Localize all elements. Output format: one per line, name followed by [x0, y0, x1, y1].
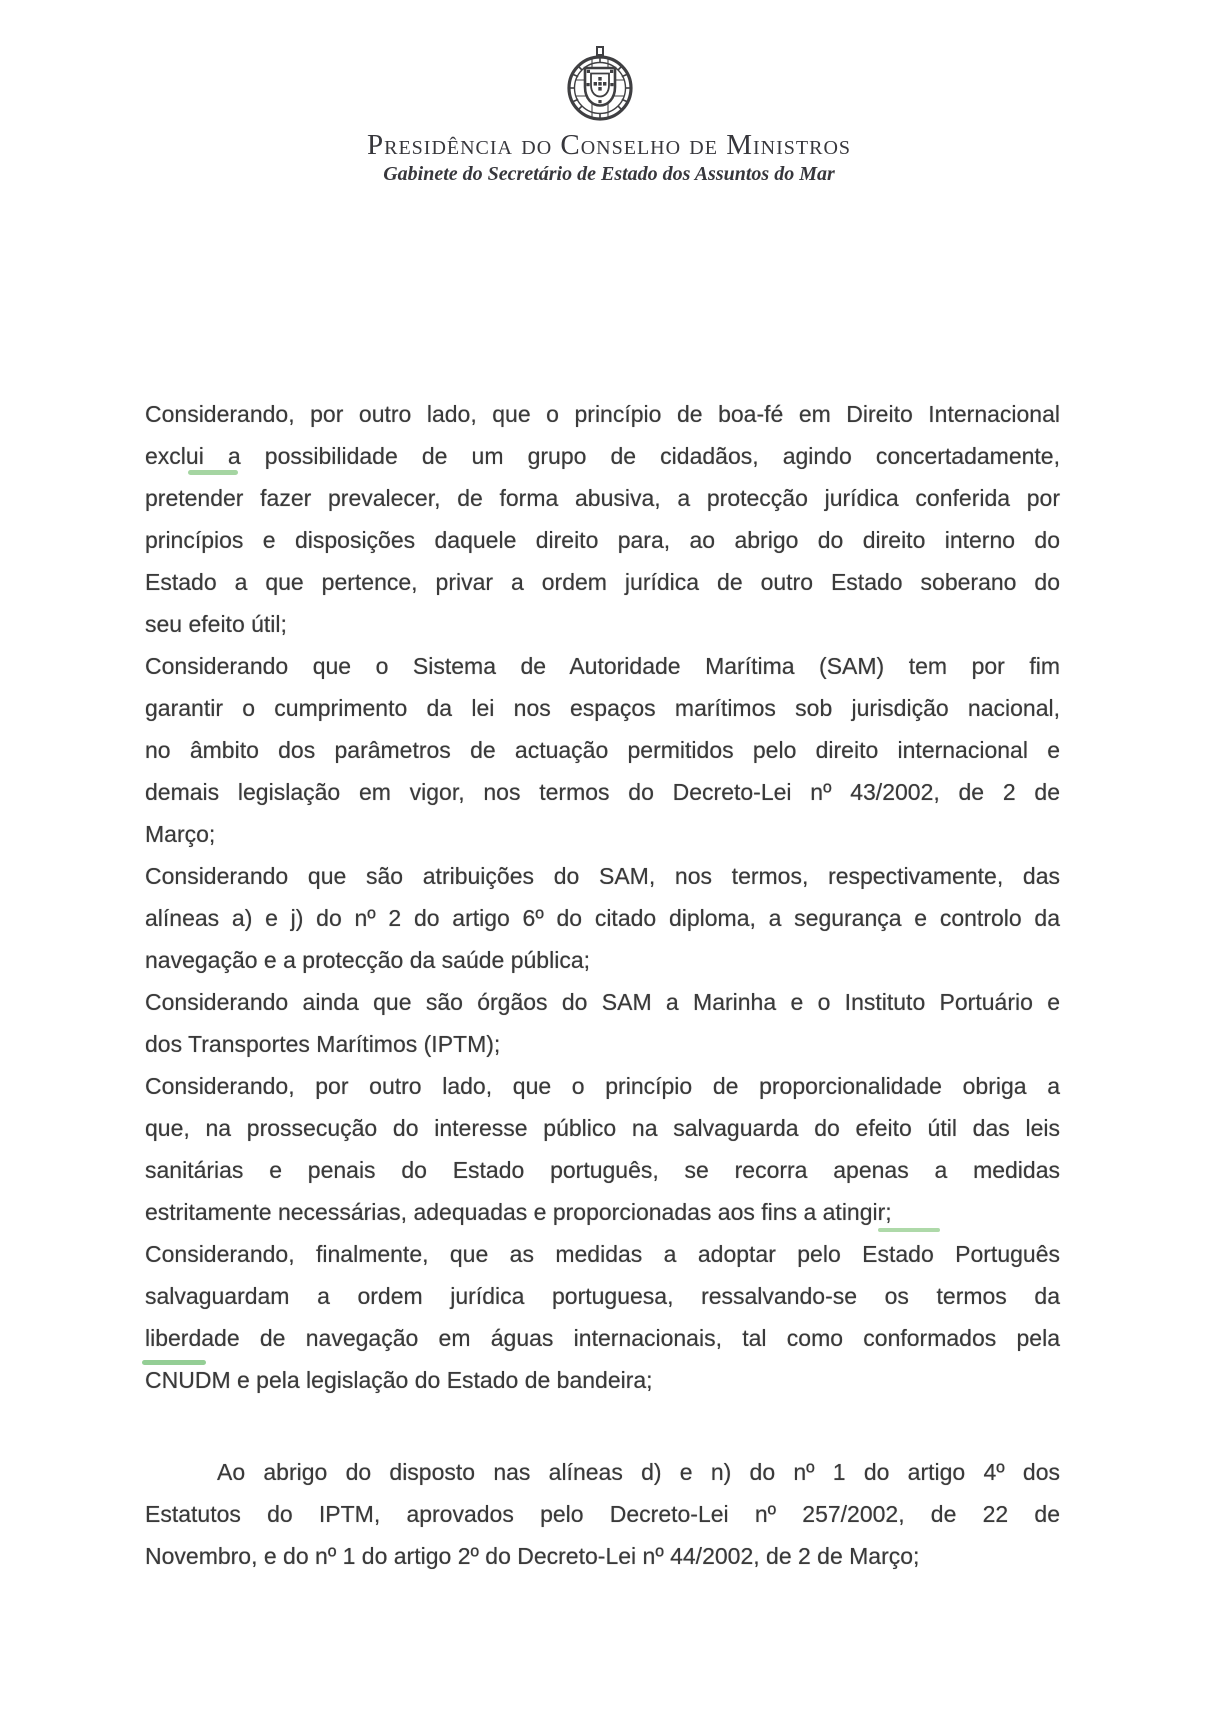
text-line: sanitárias e penais do Estado português, se recorra apenas a medidas — [145, 1157, 1060, 1183]
text-line: Considerando que são atribuições do SAM, nos termos, respectivamente, das — [145, 863, 1060, 889]
text-line: Considerando, por outro lado, que o princípio de proporcionalidade obriga a — [145, 1073, 1060, 1099]
paragraph — [145, 1451, 1060, 1577]
portugal-coat-of-arms-icon — [567, 46, 633, 127]
text-line: exclui a possibilidade de um grupo de cidadãos, agindo concertadamente, — [145, 443, 1060, 469]
text-line: seu efeito útil; — [145, 611, 287, 637]
scan-artifact — [188, 470, 238, 475]
text-line: Considerando ainda que são órgãos do SAM a Marinha e o Instituto Portuário e — [145, 989, 1060, 1015]
office-subtitle: Gabinete do Secretário de Estado dos Assuntos do Mar — [383, 163, 835, 185]
text-line: que, na prossecução do interesse público na salvaguarda do efeito útil das leis — [145, 1115, 1060, 1141]
text-line: Novembro, e do nº 1 do artigo 2º do Decreto-Lei nº 44/2002, de 2 de Março; — [145, 1543, 920, 1569]
text-line: Estatutos do IPTM, aprovados pelo Decreto-Lei nº 257/2002, de 22 de — [145, 1501, 1060, 1527]
text-line: Março; — [145, 821, 216, 847]
paragraph — [145, 855, 1060, 981]
text-line: navegação e a protecção da saúde pública; — [145, 947, 590, 973]
scan-artifact — [142, 1360, 206, 1365]
paragraph — [145, 393, 1060, 645]
text-line: Considerando que o Sistema de Autoridade Marítima (SAM) tem por fim — [145, 653, 1060, 679]
text-line: Ao abrigo do disposto nas alíneas d) e n) do nº 1 do artigo 4º dos — [217, 1459, 1060, 1485]
text-line: pretender fazer prevalecer, de forma abusiva, a protecção jurídica conferida por — [145, 485, 1060, 511]
text-line: liberdade de navegação em águas internacionais, tal como conformados pela — [145, 1325, 1060, 1351]
text-line: demais legislação em vigor, nos termos do Decreto-Lei nº 43/2002, de 2 de — [145, 779, 1060, 805]
paragraph — [145, 1233, 1060, 1401]
paragraph — [145, 645, 1060, 855]
text-line: garantir o cumprimento da lei nos espaços marítimos sob jurisdição nacional, — [145, 695, 1060, 721]
institution-title: Presidência do Conselho de Ministros — [366, 129, 852, 161]
document-body — [145, 393, 1060, 1577]
text-line: Considerando, finalmente, que as medidas a adoptar pelo Estado Português — [145, 1241, 1060, 1267]
paragraph — [145, 981, 1060, 1065]
text-line: salvaguardam a ordem jurídica portuguesa, ressalvando-se os termos da — [145, 1283, 1060, 1309]
text-line: dos Transportes Marítimos (IPTM); — [145, 1031, 501, 1057]
text-line: Considerando, por outro lado, que o princípio de boa-fé em Direito Internacional — [145, 401, 1060, 427]
text-line: princípios e disposições daquele direito para, ao abrigo do direito interno do — [145, 527, 1060, 553]
text-line: Estado a que pertence, privar a ordem jurídica de outro Estado soberano do — [145, 569, 1060, 595]
scan-artifact — [878, 1228, 940, 1232]
text-line: CNUDM e pela legislação do Estado de bandeira; — [145, 1367, 653, 1393]
paragraph — [145, 1065, 1060, 1233]
text-line: estritamente necessárias, adequadas e proporcionadas aos fins a atingir; — [145, 1199, 892, 1225]
text-line: no âmbito dos parâmetros de actuação permitidos pelo direito internacional e — [145, 737, 1060, 763]
text-line: alíneas a) e j) do nº 2 do artigo 6º do citado diploma, a segurança e controlo da — [145, 905, 1060, 931]
